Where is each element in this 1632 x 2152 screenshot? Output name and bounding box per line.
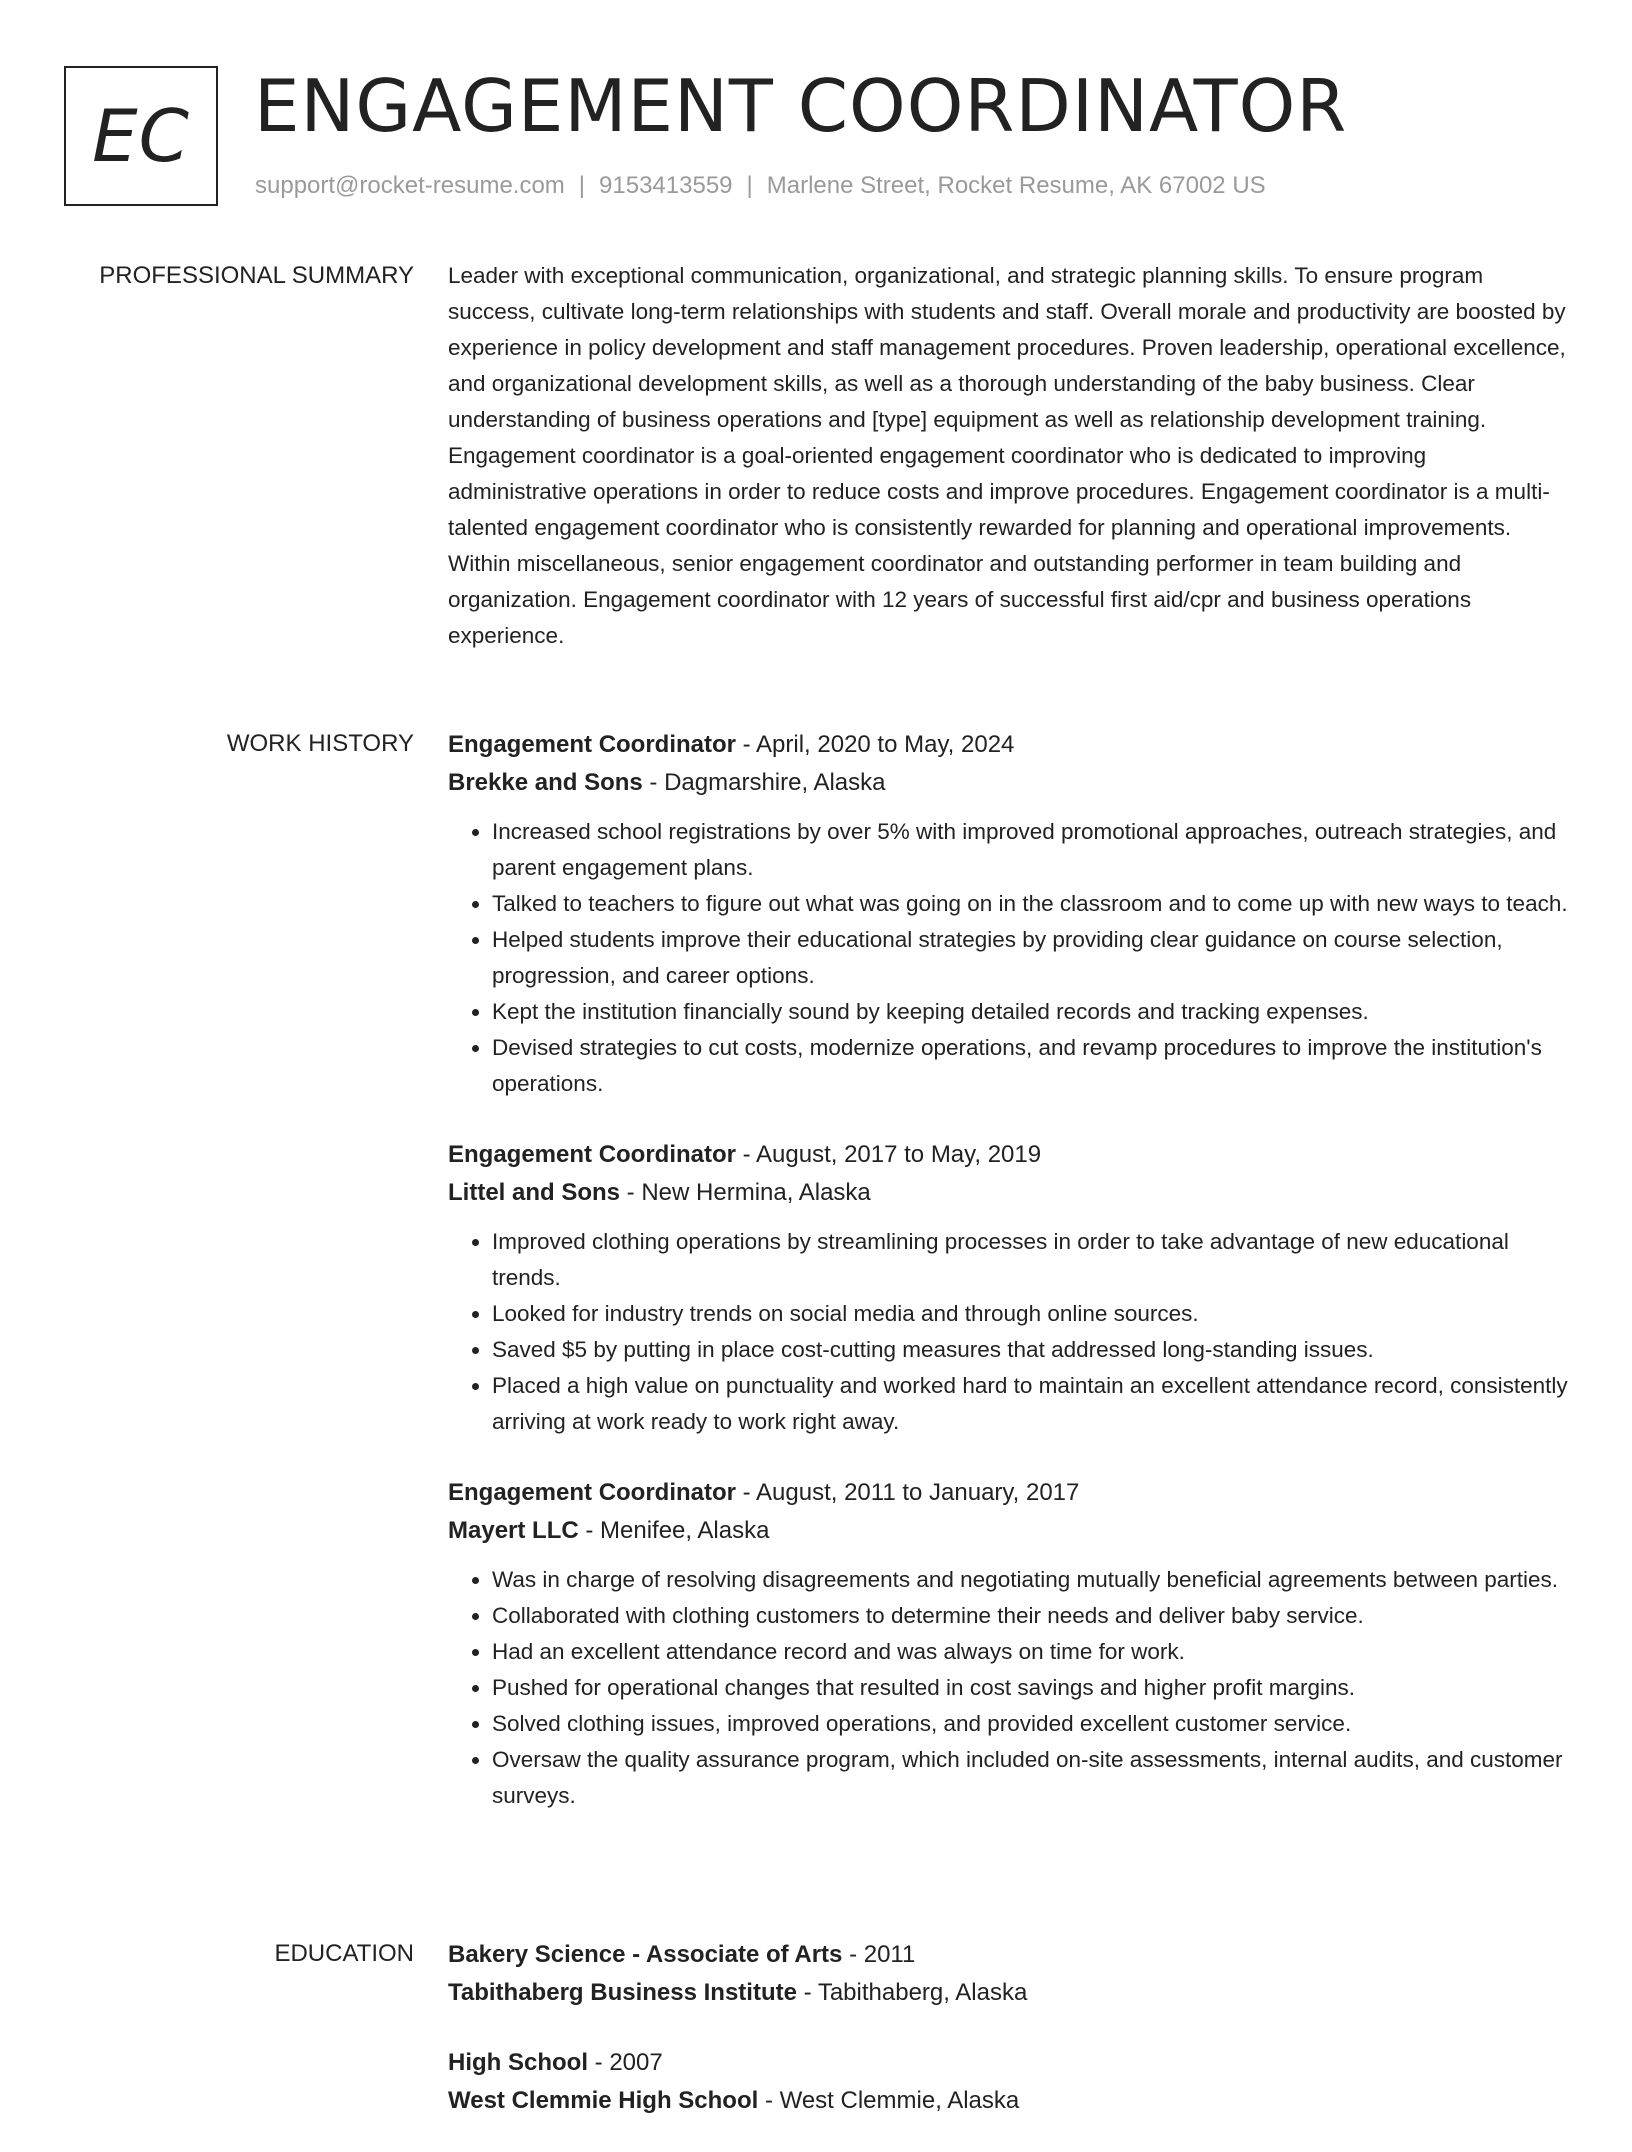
job-company-line xyxy=(448,1512,1568,1550)
monogram-badge: EC xyxy=(64,66,218,206)
job-title: Engagement Coordinator xyxy=(448,1479,737,1506)
job-bullet: • Devised strategies to cut costs, modernize operations, and revamp procedures to improve the institution's operations. xyxy=(492,1030,1568,1102)
education-school: Tabithaberg Business Institute xyxy=(448,1979,797,2006)
education-entry xyxy=(448,1936,1568,2012)
job-location: - New Hermina, Alaska xyxy=(620,1179,871,1206)
job-bullet: • Looked for industry trends on social media and through online sources. xyxy=(492,1296,1568,1332)
job-bullet: • Oversaw the quality assurance program, which included on-site assessments, internal audits, and customer surveys. xyxy=(492,1742,1568,1814)
education-degree-line xyxy=(448,2044,1568,2082)
job-bullet: • Pushed for operational changes that resulted in cost savings and higher profit margins. xyxy=(492,1670,1568,1706)
job-bullet: • Improved clothing operations by streamlining processes in order to take advantage of new educational trends. xyxy=(492,1224,1568,1296)
contact-address: Marlene Street, Rocket Resume, AK 67002 US xyxy=(766,172,1266,199)
education-year: - 2007 xyxy=(588,2049,663,2076)
education-degree-line xyxy=(448,1936,1568,1974)
job-company-line xyxy=(448,1174,1568,1212)
job-title-line xyxy=(448,1474,1568,1512)
job-title: Engagement Coordinator xyxy=(448,1141,737,1168)
job-company: Mayert LLC xyxy=(448,1517,579,1544)
job-title-line xyxy=(448,726,1568,764)
education-entry xyxy=(448,2044,1568,2120)
job-entry xyxy=(448,726,1568,1102)
job-entry xyxy=(448,1474,1568,1814)
summary-text: Leader with exceptional communication, organizational, and strategic planning skills. To ensure program success, cultivate long-term relationships with students and staff. Overall morale and productivity are boosted by experience in policy development and staff management procedures. Proven leadership, operational excellence, and organizational development skills, as well as a thorough understanding of the baby business. Clear understanding of business operations and [type] equipment as well as relationship development training. Engagement coordinator is a goal-oriented engagement coordinator who is dedicated to improving administrative operations in order to reduce costs and improve procedures. Engagement coordinator is a multi-talented engagement coordinator who is consistently rewarded for planning and operational improvements. Within miscellaneous, senior engagement coordinator and outstanding performer in team building and organization. Engagement coordinator with 12 years of successful first aid/cpr and business operations experience. xyxy=(448,263,1566,648)
education-school-line xyxy=(448,1974,1568,2012)
contact-separator: | xyxy=(746,172,753,199)
job-bullets xyxy=(448,1224,1568,1440)
job-location: - Menifee, Alaska xyxy=(578,1517,770,1544)
education-body xyxy=(448,1936,1568,2152)
job-bullet: • Increased school registrations by over 5% with improved promotional approaches, outreach strategies, and parent engagement plans. xyxy=(492,814,1568,886)
job-bullet: • Saved $5 by putting in place cost-cutting measures that addressed long-standing issues. xyxy=(492,1332,1568,1368)
job-bullet: • Helped students improve their educational strategies by providing clear guidance on course selection, progression, and career options. xyxy=(492,922,1568,994)
contact-line xyxy=(255,172,1266,200)
job-company-line xyxy=(448,764,1568,802)
job-bullet: • Solved clothing issues, improved operations, and provided excellent customer service. xyxy=(492,1706,1568,1742)
job-bullet: • Placed a high value on punctuality and worked hard to maintain an excellent attendance record, consistently arriving at work ready to work right away. xyxy=(492,1368,1568,1440)
job-bullet: • Talked to teachers to figure out what was going on in the classroom and to come up with new ways to teach. xyxy=(492,886,1568,922)
education-school-line xyxy=(448,2082,1568,2120)
education-year: - 2011 xyxy=(842,1941,916,1968)
job-dates: - August, 2011 to January, 2017 xyxy=(736,1479,1080,1506)
education-degree: High School xyxy=(448,2049,588,2076)
job-bullets xyxy=(448,1562,1568,1814)
summary-heading: PROFESSIONAL SUMMARY xyxy=(99,262,414,289)
contact-email: support@rocket-resume.com xyxy=(255,172,565,199)
job-bullet: • Was in charge of resolving disagreements and negotiating mutually beneficial agreements between parties. xyxy=(492,1562,1568,1598)
education-heading: EDUCATION xyxy=(274,1940,414,1967)
job-bullet: • Collaborated with clothing customers to determine their needs and deliver baby service. xyxy=(492,1598,1568,1634)
job-company: Brekke and Sons xyxy=(448,769,643,796)
job-location: - Dagmarshire, Alaska xyxy=(642,769,886,796)
job-dates: - August, 2017 to May, 2019 xyxy=(736,1141,1042,1168)
job-company: Littel and Sons xyxy=(448,1179,621,1206)
contact-separator: | xyxy=(578,172,586,199)
job-title-line xyxy=(448,1136,1568,1174)
job-bullets xyxy=(448,814,1568,1102)
job-entry xyxy=(448,1136,1568,1440)
job-bullet: • Had an excellent attendance record and was always on time for work. xyxy=(492,1634,1568,1670)
work-history-body xyxy=(448,726,1568,1848)
education-location: - Tabithaberg, Alaska xyxy=(796,1979,1028,2006)
job-title: Engagement Coordinator xyxy=(448,731,737,758)
resume-header xyxy=(64,66,1564,210)
education-degree: Bakery Science - Associate of Arts xyxy=(448,1941,843,1968)
job-bullet: • Kept the institution financially sound by keeping detailed records and tracking expenses. xyxy=(492,994,1568,1030)
summary-body xyxy=(448,258,1568,654)
resume-name: ENGAGEMENT COORDINATOR xyxy=(254,64,1348,148)
work-history-heading: WORK HISTORY xyxy=(226,730,414,757)
job-dates: - April, 2020 to May, 2024 xyxy=(736,731,1015,758)
education-location: - West Clemmie, Alaska xyxy=(758,2087,1020,2114)
education-school: West Clemmie High School xyxy=(448,2087,759,2114)
contact-phone: 9153413559 xyxy=(599,172,733,199)
